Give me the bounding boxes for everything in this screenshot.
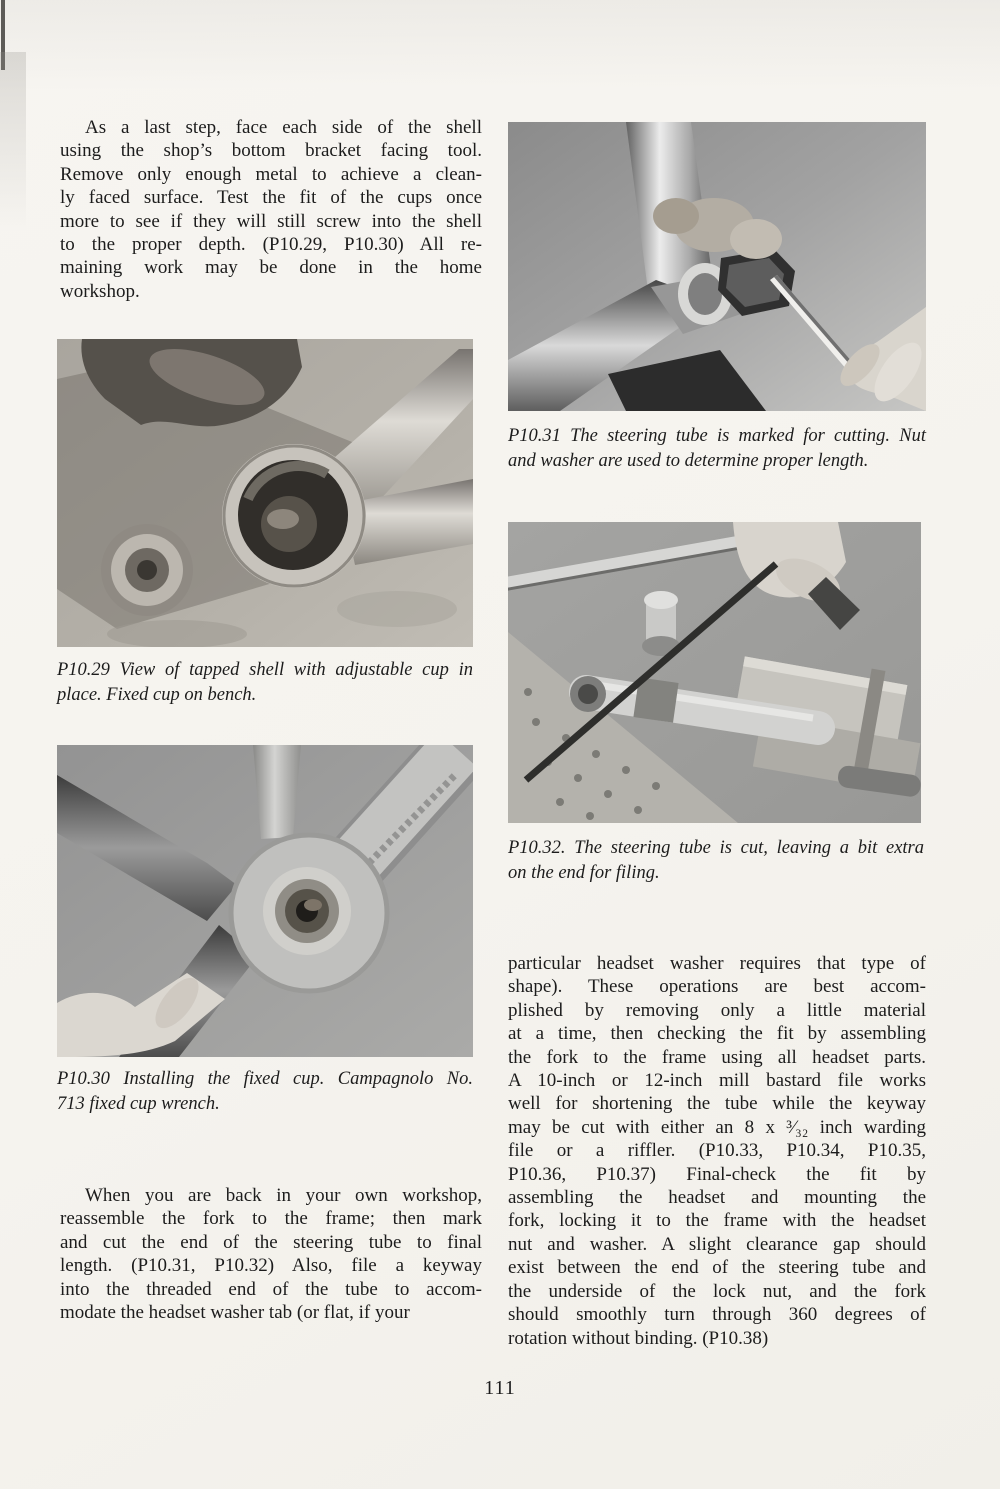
text-line: the underside of the lock nut, and the fork — [508, 1280, 926, 1302]
text-line: rotation without binding. (P10.38) — [508, 1327, 769, 1349]
text-line: to the proper depth. (P10.29, P10.30) All re- — [60, 234, 482, 256]
text-line: workshop. — [60, 280, 140, 302]
text-line: P10.36, P10.37) Final-check the fit by — [508, 1163, 926, 1185]
photo-steering-tube-marking — [508, 122, 926, 411]
text-line: may be cut with either an 8 x ³⁄₃₂ inch warding — [508, 1116, 926, 1138]
text-line: When you are back in your own workshop, — [85, 1185, 482, 1206]
text-line: more to see if they will still screw into the shell — [60, 210, 482, 232]
paragraph-continuation — [508, 952, 926, 1350]
paragraph-intro — [60, 116, 482, 303]
text-line: file or a riffler. (P10.33, P10.34, P10.35, — [508, 1140, 926, 1162]
text-line: assembling the headset and mounting the — [508, 1187, 926, 1209]
figure-photo-p10-31 — [508, 122, 926, 411]
text-line: length. (P10.31, P10.32) Also, file a keyway — [60, 1255, 482, 1277]
figure-caption-p10-32 — [508, 836, 924, 885]
text-line: and washer are used to determine proper length. — [508, 450, 869, 471]
text-line: maining work may be done in the home — [60, 257, 482, 279]
text-line: fork, locking it to the frame with the headset — [508, 1210, 926, 1232]
figure-photo-p10-29 — [57, 339, 473, 647]
text-line: As a last step, face each side of the shell — [85, 117, 482, 138]
text-line: well for shortening the tube while the keyway — [508, 1093, 926, 1115]
text-line: modate the headset washer tab (or flat, if your — [60, 1302, 410, 1324]
figure-photo-p10-32 — [508, 522, 921, 823]
text-line: using the shop’s bottom bracket facing tool. — [60, 140, 482, 162]
photo-steering-tube-cut — [508, 522, 921, 823]
text-line: into the threaded end of the tube to accom- — [60, 1278, 482, 1300]
text-line: at a time, then checking the fit by assembling — [508, 1023, 926, 1045]
photo-fixed-cup-wrench — [57, 745, 473, 1057]
figure-photo-p10-30 — [57, 745, 473, 1057]
page-number: 111 — [484, 1377, 516, 1399]
text-line: exist between the end of the steering tube and — [508, 1257, 926, 1279]
text-line: and cut the end of the steering tube to final — [60, 1231, 482, 1253]
text-line: A 10-inch or 12-inch mill bastard file works — [508, 1070, 926, 1092]
text-line: shape). These operations are best accom- — [508, 976, 926, 998]
text-line: P10.31 The steering tube is marked for cutting. Nut — [508, 426, 926, 446]
text-line: should smoothly turn through 360 degrees of — [508, 1304, 926, 1326]
text-line: 713 fixed cup wrench. — [57, 1093, 220, 1114]
text-line: ly faced surface. Test the fit of the cups once — [60, 187, 482, 209]
figure-caption-p10-30 — [57, 1067, 473, 1116]
text-line: particular headset washer requires that type of — [508, 953, 926, 974]
text-line: the fork to the frame using all headset parts. — [508, 1046, 926, 1068]
text-line: P10.29 View of tapped shell with adjustable cup in — [57, 660, 473, 680]
scan-edge-smudge — [0, 52, 26, 232]
text-line: Remove only enough metal to achieve a clean- — [60, 163, 482, 185]
paragraph-workshop — [60, 1184, 482, 1324]
text-line: P10.32. The steering tube is cut, leaving a bit extra — [508, 838, 924, 858]
text-line: place. Fixed cup on bench. — [57, 684, 257, 705]
figure-caption-p10-31 — [508, 424, 926, 473]
figure-caption-p10-29 — [57, 658, 473, 707]
text-line: plished by removing only a little material — [508, 999, 926, 1021]
text-line: on the end for filing. — [508, 862, 660, 883]
text-line: P10.30 Installing the fixed cup. Campagnolo No. — [57, 1069, 473, 1089]
text-line: reassemble the fork to the frame; then mark — [60, 1208, 482, 1230]
photo-tapped-shell — [57, 339, 473, 647]
text-line: nut and washer. A slight clearance gap should — [508, 1233, 926, 1255]
